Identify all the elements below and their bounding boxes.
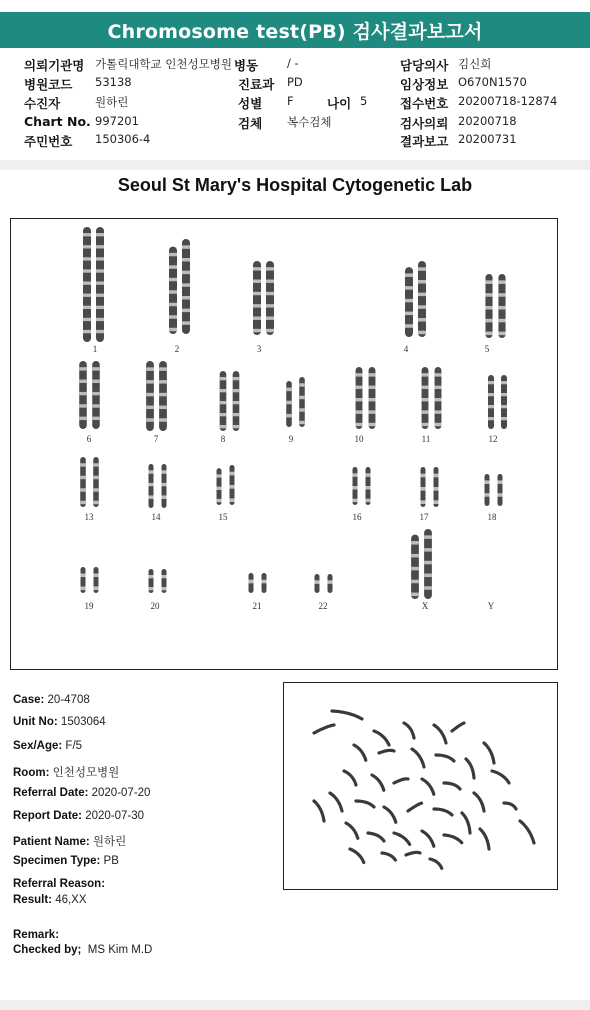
metaphase-spread-image bbox=[283, 682, 558, 890]
request-date-label: 검사의뢰 bbox=[400, 116, 449, 131]
chromosome-pair-21 bbox=[243, 573, 273, 593]
report-date-value: 20200731 bbox=[458, 132, 517, 146]
specimen-label: 검체 bbox=[238, 116, 263, 131]
chromosome-label-20: 20 bbox=[150, 601, 160, 611]
chromosome-pair-1 bbox=[79, 227, 109, 342]
room-row: Room: 인천성모병원 bbox=[13, 767, 120, 779]
chromosome-pair-8 bbox=[215, 371, 245, 431]
chromosome-label-7: 7 bbox=[153, 434, 159, 444]
chromosome-label-21: 21 bbox=[252, 601, 262, 611]
spread-chromosome bbox=[406, 852, 420, 855]
chromosome-label-10: 10 bbox=[354, 434, 364, 444]
info-row-3 bbox=[0, 94, 590, 112]
spread-chromosome bbox=[434, 809, 452, 815]
chromosome-label-15: 15 bbox=[218, 512, 228, 522]
chromosome-label-14: 14 bbox=[151, 512, 161, 522]
info-row-5 bbox=[0, 132, 590, 150]
sex-age-value: F/5 bbox=[65, 740, 83, 752]
chromosome-label-9: 9 bbox=[288, 434, 294, 444]
chart-number-value: 997201 bbox=[95, 114, 139, 128]
chromosome-pair-17 bbox=[415, 467, 445, 507]
chromosome-pair-10 bbox=[351, 367, 381, 429]
chromosome-pair-22 bbox=[309, 574, 339, 593]
ward-value: / - bbox=[287, 56, 299, 70]
age-label: 나이 bbox=[327, 96, 352, 111]
spread-chromosome bbox=[350, 849, 364, 863]
chromosome-label-13: 13 bbox=[84, 512, 94, 522]
spread-chromosome bbox=[504, 803, 516, 809]
spread-chromosome bbox=[314, 801, 324, 821]
request-date-value: 20200718 bbox=[458, 114, 517, 128]
spread-chromosome bbox=[444, 783, 460, 789]
report-date-value: 2020-07-30 bbox=[85, 810, 145, 822]
chromosome-pair-7 bbox=[142, 361, 172, 431]
spread-chromosome bbox=[346, 823, 358, 839]
chromosome-label-22: 22 bbox=[318, 601, 328, 611]
age-value: 5 bbox=[360, 94, 368, 108]
chromosome-label-6: 6 bbox=[86, 434, 92, 444]
spread-chromosome bbox=[436, 755, 454, 761]
chromosome-label-19: 19 bbox=[84, 601, 94, 611]
chromosome-pair-X bbox=[407, 529, 437, 599]
chromosome-pair-16 bbox=[347, 467, 377, 505]
chromosome-label-5: 5 bbox=[484, 344, 490, 354]
patient-name-value: 원하린 bbox=[92, 836, 127, 848]
result-value: 46,XX bbox=[55, 894, 87, 906]
sex-value: F bbox=[287, 94, 294, 108]
spread-chromosome bbox=[492, 771, 509, 783]
resident-number-label: 주민번호 bbox=[24, 134, 73, 149]
patient-info-block bbox=[0, 52, 590, 156]
spread-chromosome bbox=[422, 831, 434, 847]
spread-chromosome bbox=[356, 801, 374, 807]
chromosome-pair-11 bbox=[417, 367, 447, 429]
report-date-label: 결과보고 bbox=[400, 134, 449, 149]
hospital-code-label: 병원코드 bbox=[24, 77, 73, 92]
report-title: Chromosome test(PB) 검사결과보고서 bbox=[107, 20, 483, 43]
chromosome-pair-13 bbox=[75, 457, 105, 507]
referral-date-row: Referral Date: 2020-07-20 bbox=[13, 787, 151, 799]
spread-chromosome bbox=[354, 745, 366, 761]
chromosome-pair-12 bbox=[483, 375, 513, 429]
chromosome-pair-4 bbox=[401, 261, 431, 337]
checked-by-value: MS Kim M.D bbox=[87, 944, 153, 956]
spread-chromosome bbox=[430, 859, 442, 869]
referral-reason-row: Referral Reason: bbox=[13, 878, 106, 890]
spread-chromosome bbox=[422, 779, 434, 795]
spread-chromosome bbox=[332, 711, 362, 719]
lab-title: Seoul St Mary's Hospital Cytogenetic Lab bbox=[117, 175, 473, 195]
chromosome-label-X: X bbox=[421, 601, 429, 611]
room-value: 인천성모병원 bbox=[52, 767, 120, 779]
chromosome-label-3: 3 bbox=[256, 344, 262, 354]
patient-value: 원하린 bbox=[95, 95, 129, 109]
chromosome-label-11: 11 bbox=[421, 434, 431, 444]
remark-row: Remark: bbox=[13, 929, 60, 941]
department-value: PD bbox=[287, 75, 303, 89]
chromosome-pair-15 bbox=[211, 465, 241, 505]
chromosome-pair-5 bbox=[481, 274, 511, 338]
doctor-value: 김신희 bbox=[458, 57, 492, 71]
info-row-1 bbox=[0, 56, 590, 74]
chromosome-label-16: 16 bbox=[352, 512, 362, 522]
case-row: Case: 20-4708 bbox=[13, 694, 90, 706]
chromosome-pair-14 bbox=[143, 464, 173, 508]
spread-chromosome bbox=[444, 835, 462, 843]
chromosome-label-17: 17 bbox=[419, 512, 429, 522]
patient-name-row: Patient Name: 원하린 bbox=[13, 836, 127, 848]
doctor-label: 담당의사 bbox=[400, 58, 449, 73]
chromosome-pair-19 bbox=[75, 567, 105, 593]
spread-chromosome bbox=[474, 793, 484, 811]
info-row-2 bbox=[0, 75, 590, 93]
spread-chromosome bbox=[372, 775, 384, 791]
chromosome-pair-9 bbox=[281, 377, 311, 427]
chromosome-label-12: 12 bbox=[488, 434, 498, 444]
spread-chromosome bbox=[374, 731, 389, 745]
chromosome-pair-3 bbox=[249, 261, 279, 335]
unit-row: Unit No: 1503064 bbox=[13, 716, 106, 728]
spread-chromosome bbox=[384, 807, 396, 823]
spread-chromosome bbox=[484, 743, 494, 763]
chromosome-label-8: 8 bbox=[220, 434, 226, 444]
department-label: 진료과 bbox=[238, 77, 275, 92]
resident-number-value: 150306-4 bbox=[95, 132, 151, 146]
case-value: 20-4708 bbox=[47, 694, 90, 706]
spread-chromosome bbox=[462, 813, 470, 833]
unit-value: 1503064 bbox=[60, 716, 106, 728]
metaphase-spread-drawing bbox=[284, 683, 557, 889]
report-date-row: Report Date: 2020-07-30 bbox=[13, 810, 145, 822]
clinical-info-label: 임상정보 bbox=[400, 77, 449, 92]
hospital-code-value: 53138 bbox=[95, 75, 132, 89]
info-row-4 bbox=[0, 114, 590, 132]
institution-value: 가톨릭대학교 인천성모병원 bbox=[95, 57, 232, 71]
receipt-number-value: 20200718-12874 bbox=[458, 94, 558, 108]
chromosome-pair-6 bbox=[75, 361, 105, 429]
spread-chromosome bbox=[408, 803, 422, 811]
spread-chromosome bbox=[520, 821, 534, 843]
spread-chromosome bbox=[412, 749, 424, 767]
referral-date-value: 2020-07-20 bbox=[91, 787, 151, 799]
spread-chromosome bbox=[466, 759, 474, 778]
spread-chromosome bbox=[379, 750, 394, 753]
result-row: Result: 46,XX bbox=[13, 894, 87, 906]
specimen-value: 복수검체 bbox=[287, 115, 332, 129]
patient-label: 수진자 bbox=[24, 96, 61, 111]
bottom-divider bbox=[0, 1000, 590, 1010]
report-title-banner bbox=[0, 12, 590, 48]
chromosome-label-2: 2 bbox=[174, 344, 180, 354]
spread-chromosome bbox=[382, 853, 396, 861]
spread-chromosome bbox=[368, 833, 384, 841]
ward-label: 병동 bbox=[234, 58, 259, 73]
section-divider bbox=[0, 160, 590, 170]
specimen-type-value: PB bbox=[103, 855, 119, 867]
chromosome-pair-2 bbox=[165, 239, 195, 334]
receipt-number-label: 접수번호 bbox=[400, 96, 449, 111]
clinical-info-value: O670N1570 bbox=[458, 75, 527, 89]
specimen-type-row: Specimen Type: PB bbox=[13, 855, 119, 867]
sex-age-row: Sex/Age: F/5 bbox=[13, 740, 83, 752]
spread-chromosome bbox=[394, 779, 408, 783]
chromosome-label-1: 1 bbox=[92, 344, 98, 354]
spread-chromosome bbox=[434, 725, 446, 743]
chart-number-label: Chart No. bbox=[24, 114, 91, 129]
chromosome-pair-18 bbox=[479, 474, 509, 506]
chromosome-label-18: 18 bbox=[487, 512, 497, 522]
sex-label: 성별 bbox=[238, 96, 263, 111]
spread-chromosome bbox=[480, 829, 489, 849]
institution-label: 의뢰기관명 bbox=[24, 58, 85, 73]
spread-chromosome bbox=[344, 771, 356, 785]
spread-chromosome bbox=[452, 723, 464, 731]
chromosome-pair-20 bbox=[143, 569, 173, 593]
chromosome-label-Y: Y bbox=[487, 601, 495, 611]
chromosome-label-4: 4 bbox=[403, 344, 409, 354]
karyotype-panel bbox=[10, 218, 558, 670]
spread-chromosome bbox=[404, 723, 414, 738]
spread-chromosome bbox=[314, 725, 334, 733]
spread-chromosome bbox=[394, 833, 410, 845]
checked-by-row: Checked by; MS Kim M.D bbox=[13, 944, 153, 956]
spread-chromosome bbox=[330, 793, 342, 811]
